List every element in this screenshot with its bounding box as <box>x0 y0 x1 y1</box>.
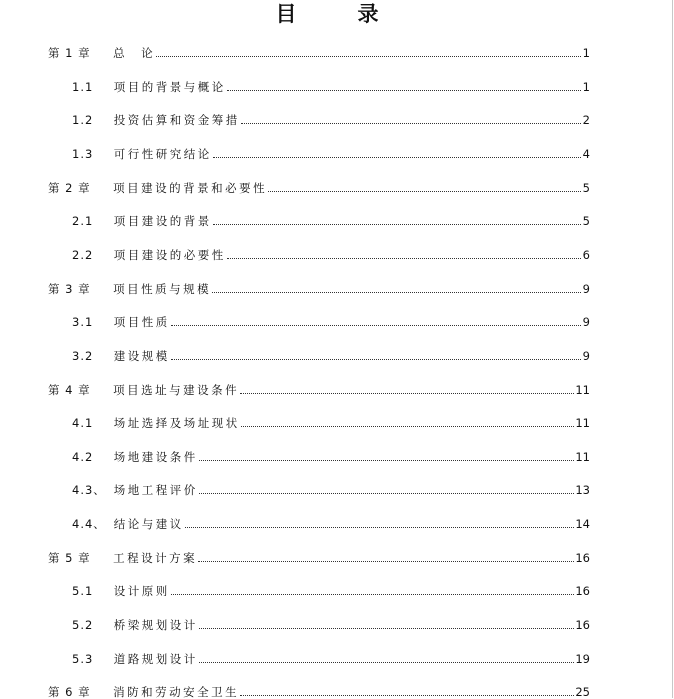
toc-entry-page-number: 19 <box>575 651 590 666</box>
toc-entry-label: 道路规划设计 <box>113 651 198 666</box>
toc-entry-label: 项目性质与规模 <box>113 281 212 296</box>
toc-entry-label: 结论与建议 <box>113 517 184 532</box>
toc-entry-separator <box>101 685 114 699</box>
toc-section-entry[interactable] <box>0 616 590 632</box>
toc-entry-number: 第 4 章 <box>48 382 91 397</box>
toc-entry-label: 项目选址与建设条件 <box>113 382 240 397</box>
toc-section-entry[interactable] <box>0 481 590 497</box>
dot-leader <box>171 324 581 326</box>
toc-entry-label: 场地建设条件 <box>113 449 198 464</box>
toc-entry-number: 4.3、 <box>72 483 106 498</box>
toc-entry-number: 4.2 <box>72 449 94 464</box>
toc-entry-page-number: 9 <box>582 315 590 330</box>
toc-section-entry[interactable] <box>0 78 590 94</box>
dot-leader <box>199 661 575 663</box>
dot-leader <box>212 291 581 293</box>
toc-chapter-entry[interactable] <box>0 44 590 60</box>
dot-leader <box>241 122 581 124</box>
toc-section-entry[interactable] <box>0 111 590 127</box>
toc-entry-label: 桥梁规划设计 <box>113 618 198 633</box>
toc-entry-label: 可行性研究结论 <box>113 146 212 161</box>
toc-entry-number: 第 6 章 <box>48 685 91 699</box>
toc-entry-label: 项目性质 <box>113 315 170 330</box>
toc-entry-separator <box>101 652 114 666</box>
toc-entry-page-number: 9 <box>582 281 590 296</box>
toc-entry-number: 第 3 章 <box>48 281 91 296</box>
toc-section-entry[interactable] <box>0 347 590 363</box>
toc-entry-separator <box>101 551 114 565</box>
toc-entry-label: 总 论 <box>113 46 156 60</box>
toc-section-entry[interactable] <box>0 448 590 464</box>
toc-chapter-entry[interactable] <box>0 179 590 195</box>
toc-entry-number: 4.4、 <box>72 517 106 532</box>
toc-entry-page-number: 2 <box>582 113 590 128</box>
toc-entry-number: 5.3 <box>72 651 94 666</box>
toc-entry-label: 项目建设的背景和必要性 <box>113 180 268 195</box>
toc-section-entry[interactable] <box>0 414 590 430</box>
toc-entry-page-number: 11 <box>575 382 590 397</box>
toc-entry-page-number: 4 <box>582 146 590 161</box>
toc-section-entry[interactable] <box>0 515 590 531</box>
dot-leader <box>213 156 581 158</box>
toc-entry-page-number: 9 <box>582 348 590 363</box>
toc-entry-label: 项目建设的背景 <box>113 214 212 229</box>
toc-section-entry[interactable] <box>0 212 590 228</box>
toc-entry-page-number: 11 <box>575 416 590 431</box>
page-title: 目 录 <box>275 1 399 26</box>
toc-entry-number: 5.1 <box>72 584 94 599</box>
toc-entry-number: 第 5 章 <box>48 550 91 565</box>
toc-section-entry[interactable] <box>0 582 590 598</box>
toc-entry-separator <box>101 46 114 60</box>
dot-leader <box>227 257 581 259</box>
toc-entry-label: 设计原则 <box>113 584 170 599</box>
dot-leader <box>240 694 574 696</box>
toc-entry-page-number: 6 <box>582 247 590 262</box>
toc-entry-separator <box>101 282 114 296</box>
toc-entry-separator <box>101 315 114 329</box>
toc-entry-number: 3.1 <box>72 315 94 330</box>
toc-entry-separator <box>101 113 114 127</box>
dot-leader <box>241 425 575 427</box>
toc-entry-separator <box>101 383 114 397</box>
toc-section-entry[interactable] <box>0 145 590 161</box>
toc-entry-separator <box>101 181 114 195</box>
toc-entry-label: 场址选择及场址现状 <box>113 416 240 431</box>
dot-leader <box>171 593 575 595</box>
toc-entry-label: 投资估算和资金筹措 <box>113 113 240 128</box>
toc-entry-number: 5.2 <box>72 618 94 633</box>
dot-leader <box>199 492 575 494</box>
toc-entry-separator <box>101 618 114 632</box>
toc-entry-number: 第 1 章 <box>48 46 91 60</box>
toc-entry-page-number: 13 <box>575 483 590 498</box>
toc-chapter-entry[interactable] <box>0 280 590 296</box>
toc-entry-page-number: 1 <box>582 79 590 94</box>
dot-leader <box>227 89 581 91</box>
toc-chapter-entry[interactable] <box>0 683 590 699</box>
dot-leader <box>198 560 574 562</box>
dot-leader <box>199 459 575 461</box>
dot-leader <box>156 55 581 57</box>
toc-entry-separator <box>101 147 114 161</box>
toc-entry-page-number: 25 <box>575 685 590 699</box>
dot-leader <box>185 526 575 528</box>
toc-chapter-entry[interactable] <box>0 381 590 397</box>
dot-leader <box>268 190 581 192</box>
toc-entry-page-number: 16 <box>575 550 590 565</box>
toc-entry-page-number: 11 <box>575 449 590 464</box>
toc-entry-page-number: 5 <box>582 214 590 229</box>
toc-entry-number: 1.2 <box>72 113 94 128</box>
dot-leader <box>199 627 575 629</box>
toc-entry-label: 工程设计方案 <box>113 550 198 565</box>
toc-entry-label: 建设规模 <box>113 348 170 363</box>
toc-chapter-entry[interactable] <box>0 549 590 565</box>
dot-leader <box>171 358 581 360</box>
toc-entry-separator <box>101 248 114 262</box>
toc-entry-number: 3.2 <box>72 348 94 363</box>
toc-entry-separator <box>101 214 114 228</box>
toc-entry-page-number: 16 <box>575 618 590 633</box>
toc-entry-separator <box>101 349 114 363</box>
toc-section-entry[interactable] <box>0 650 590 666</box>
toc-entry-separator <box>101 584 114 598</box>
toc-entry-separator <box>101 450 114 464</box>
toc-entry-page-number: 1 <box>582 46 590 60</box>
toc-entry-number: 第 2 章 <box>48 180 91 195</box>
dot-leader <box>240 392 574 394</box>
dot-leader <box>213 223 581 225</box>
toc-entry-separator <box>101 416 114 430</box>
toc-entry-label: 项目的背景与概论 <box>113 79 226 94</box>
toc-entry-page-number: 16 <box>575 584 590 599</box>
toc-section-entry[interactable] <box>0 313 590 329</box>
toc-entry-label: 消防和劳动安全卫生 <box>113 685 240 699</box>
toc-entry-label: 项目建设的必要性 <box>113 247 226 262</box>
toc-entry-number: 4.1 <box>72 416 94 431</box>
toc-entry-number: 1.1 <box>72 79 94 94</box>
toc-entry-number: 1.3 <box>72 146 94 161</box>
toc-entry-number: 2.1 <box>72 214 94 229</box>
toc-entry-page-number: 5 <box>582 180 590 195</box>
toc-entry-separator <box>101 80 114 94</box>
toc-entry-label: 场地工程评价 <box>113 483 198 498</box>
toc-section-entry[interactable] <box>0 246 590 262</box>
toc-entry-number: 2.2 <box>72 247 94 262</box>
toc-entry-page-number: 14 <box>575 517 590 532</box>
